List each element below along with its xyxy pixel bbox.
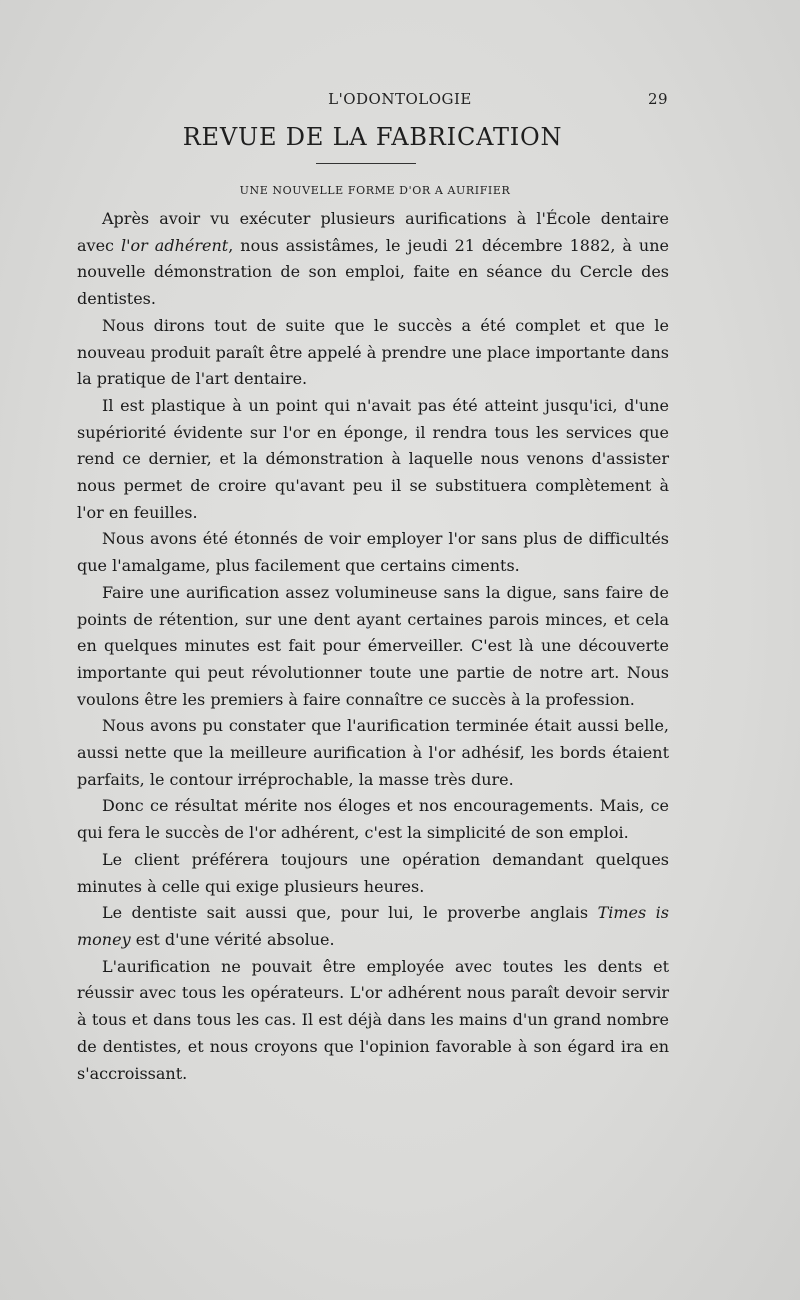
paragraph	[77, 900, 669, 953]
running-title: L'ODONTOLOGIE	[328, 90, 472, 108]
paragraph-text: Le dentiste sait aussi que, pour lui, le proverbe anglais	[102, 903, 598, 923]
paragraph	[77, 206, 669, 313]
paragraph: Le client préférera toujours une opération demandant quelques minutes à celle qui exige plusieurs heures.	[77, 849, 669, 896]
paragraph: Nous avons pu constater que l'aurification terminée était aussi belle, aussi nette que la meilleure aurification à l'or adhésif, les bords étaient parfaits, le contour irréprochable, la masse très dure.	[77, 716, 669, 789]
paragraph-text: , nous assistâmes, le jeudi 21 décembre 1882, à une nouvelle démonstration de son emploi, faite en séance du Cercle des dentistes.	[77, 235, 669, 309]
paragraph: Il est plastique à un point qui n'avait pas été atteint jusqu'ici, d'une supériorité évidente sur l'or en éponge, il rendra tous les services que rend ce dernier, et la démonstration à laquelle nous venons d'assister nous permet de croire qu'avant peu il se substituera complètement à l'or en feuilles.	[77, 395, 669, 522]
paragraph: Faire une aurification assez volumineuse sans la digue, sans faire de points de rétention, sur une dent ayant certaines parois minces, et cela en quelques minutes est fait pour émerveiller. C'est là une découverte importante qui peut révolutionner toute une partie de notre art. Nous voulons être les premiers à faire connaître ce succès à la profession.	[77, 582, 669, 709]
page-number: 29	[648, 90, 669, 108]
title-divider	[316, 163, 416, 164]
paragraph: Nous dirons tout de suite que le succès a été complet et que le nouveau produit paraît être appelé à prendre une place importante dans la pratique de l'art dentaire.	[77, 315, 669, 389]
article-subtitle: UNE NOUVELLE FORME D'OR A AURIFIER	[239, 184, 511, 197]
italic-phrase: Times is money	[77, 903, 669, 949]
article-body	[77, 206, 669, 1087]
paragraph: Nous avons été étonnés de voir employer l'or sans plus de difficultés que l'amalgame, plus facilement que certains ciments.	[77, 529, 669, 576]
paragraph: L'aurification ne pouvait être employée avec toutes les dents et réussir avec tous les opérateurs. L'or adhérent nous paraît devoir servir à tous et dans tous les cas. Il est déjà dans les mains d'un grand nombre de dentistes, et nous croyons que l'opinion favorable à son égard ira en s'accroissant.	[77, 956, 669, 1083]
paragraph-text: est d'une vérité absolue.	[130, 929, 335, 949]
running-head	[0, 90, 800, 110]
italic-phrase: l'or adhérent	[121, 235, 229, 255]
paragraph: Donc ce résultat mérite nos éloges et nos encouragements. Mais, ce qui fera le succès de l'or adhérent, c'est la simplicité de son emploi.	[77, 796, 669, 843]
section-title: REVUE DE LA FABRICATION	[182, 123, 563, 151]
paragraph-text: Après avoir vu exécuter plusieurs aurifications à l'École dentaire avec	[77, 209, 669, 255]
